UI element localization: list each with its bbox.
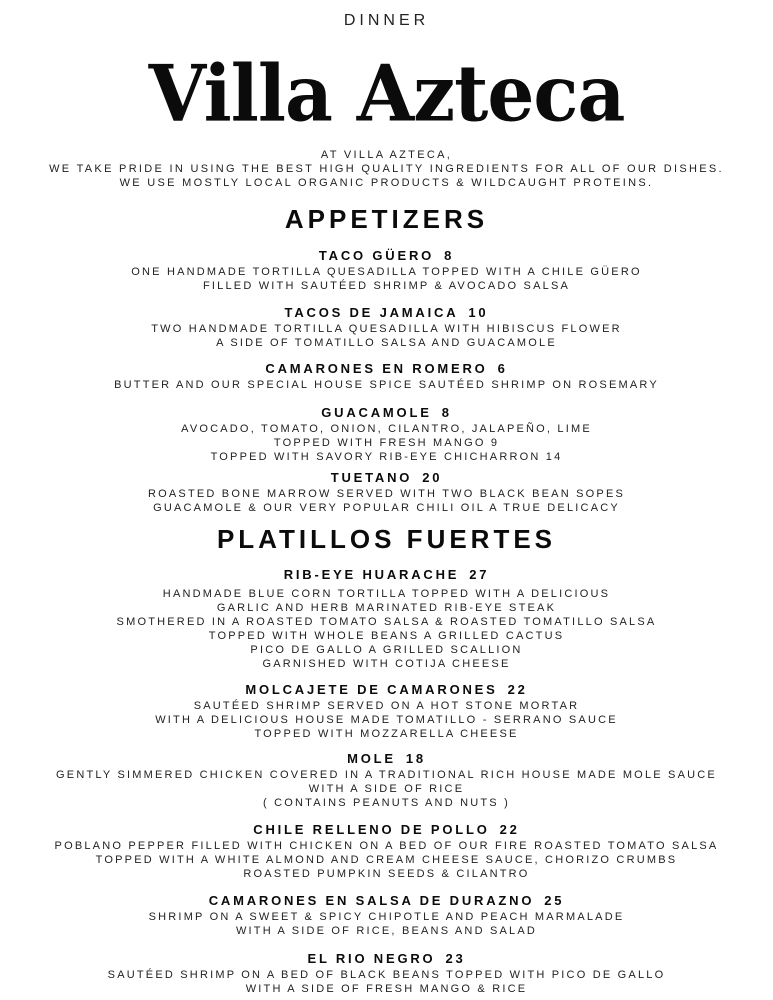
- item-name: [0, 950, 773, 968]
- menu-item: [0, 950, 773, 996]
- item-description: WITH A SIDE OF RICE, BEANS AND SALAD: [235, 925, 538, 937]
- menu-item: [0, 750, 773, 810]
- item-title: CHILE RELLENO DE POLLO: [253, 822, 490, 837]
- item-title: RIB-EYE HUARACHE: [283, 567, 460, 582]
- menu-item: [0, 404, 773, 464]
- restaurant-title: Villa Azteca: [148, 48, 625, 140]
- section-title-appetizers: APPETIZERS: [284, 204, 489, 234]
- item-description: TWO HANDMADE TORTILLA QUESADILLA WITH HIBISCUS FLOWER: [151, 323, 622, 335]
- item-description: PICO DE GALLO A GRILLED SCALLION: [250, 644, 523, 656]
- menu-item: [0, 304, 773, 350]
- item-name: [0, 469, 773, 487]
- item-description: ROASTED PUMPKIN SEEDS & CILANTRO: [243, 868, 530, 880]
- item-name: [0, 892, 773, 910]
- item-description: POBLANO PEPPER FILLED WITH CHICKEN ON A BED OF OUR FIRE ROASTED TOMATO SALSA: [54, 840, 719, 852]
- item-price: 22: [507, 682, 528, 697]
- menu-item: [0, 681, 773, 741]
- item-name: [0, 566, 773, 584]
- item-description: TOPPED WITH FRESH MANGO 9: [273, 437, 500, 449]
- item-description: TOPPED WITH A WHITE ALMOND AND CREAM CHEESE SAUCE, CHORIZO CRUMBS: [95, 854, 678, 866]
- item-name: [0, 404, 773, 422]
- item-title: CAMARONES EN ROMERO: [265, 361, 488, 376]
- item-price: 8: [444, 248, 455, 263]
- item-description: A SIDE OF TOMATILLO SALSA AND GUACAMOLE: [216, 337, 557, 349]
- item-title: TACO GÜERO: [318, 248, 435, 263]
- menu-item: [0, 469, 773, 515]
- menu-item: [0, 247, 773, 293]
- section-title-mains: PLATILLOS FUERTES: [216, 524, 557, 554]
- item-name: [0, 750, 773, 768]
- item-name: [0, 681, 773, 699]
- item-description: SAUTÉED SHRIMP ON A BED OF BLACK BEANS TOPPED WITH PICO DE GALLO: [107, 969, 666, 981]
- item-description: SAUTÉED SHRIMP SERVED ON A HOT STONE MORTAR: [193, 700, 580, 712]
- item-description: ONE HANDMADE TORTILLA QUESADILLA TOPPED WITH A CHILE GÜERO: [131, 266, 642, 278]
- item-description: BUTTER AND OUR SPECIAL HOUSE SPICE SAUTÉED SHRIMP ON ROSEMARY: [114, 379, 659, 391]
- item-title: MOLE: [347, 751, 396, 766]
- item-description: TOPPED WITH SAVORY RIB-EYE CHICHARRON 14: [210, 451, 563, 463]
- item-price: 25: [544, 893, 565, 908]
- item-description: GARLIC AND HERB MARINATED RIB-EYE STEAK: [216, 602, 557, 614]
- intro-line: AT VILLA AZTECA,: [320, 149, 453, 161]
- menu-item: [0, 566, 773, 671]
- item-description: TOPPED WITH MOZZARELLA CHEESE: [254, 728, 519, 740]
- menu-item: [0, 821, 773, 881]
- item-description: TOPPED WITH WHOLE BEANS A GRILLED CACTUS: [208, 630, 565, 642]
- intro-line: WE USE MOSTLY LOCAL ORGANIC PRODUCTS & WILDCAUGHT PROTEINS.: [119, 177, 654, 189]
- item-price: 10: [468, 305, 489, 320]
- item-title: TACOS DE JAMAICA: [284, 305, 459, 320]
- menu-item: [0, 360, 773, 392]
- intro-line: WE TAKE PRIDE IN USING THE BEST HIGH QUALITY INGREDIENTS FOR ALL OF OUR DISHES.: [49, 163, 724, 175]
- item-description: GENTLY SIMMERED CHICKEN COVERED IN A TRADITIONAL RICH HOUSE MADE MOLE SAUCE: [56, 769, 717, 781]
- item-name: [0, 304, 773, 322]
- item-description: GARNISHED WITH COTIJA CHEESE: [262, 658, 511, 670]
- item-price: 27: [469, 567, 490, 582]
- item-description: SMOTHERED IN A ROASTED TOMATO SALSA & ROASTED TOMATILLO SALSA: [116, 616, 657, 628]
- item-description: ROASTED BONE MARROW SERVED WITH TWO BLACK BEAN SOPES: [147, 488, 626, 500]
- item-title: TUETANO: [330, 470, 413, 485]
- item-price: 20: [422, 470, 443, 485]
- item-price: 8: [441, 405, 452, 420]
- item-title: CAMARONES EN SALSA DE DURAZNO: [208, 893, 535, 908]
- item-price: 23: [445, 951, 466, 966]
- item-description: SHRIMP ON A SWEET & SPICY CHIPOTLE AND PEACH MARMALADE: [148, 911, 625, 923]
- item-description: ( CONTAINS PEANUTS AND NUTS ): [263, 797, 510, 809]
- item-description: WITH A DELICIOUS HOUSE MADE TOMATILLO - SERRANO SAUCE: [155, 714, 618, 726]
- item-description: WITH A SIDE OF RICE: [308, 783, 465, 795]
- menu-kicker: DINNER: [343, 12, 430, 29]
- item-description: WITH A SIDE OF FRESH MANGO & RICE: [245, 983, 528, 995]
- item-description: HANDMADE BLUE CORN TORTILLA TOPPED WITH A DELICIOUS: [162, 588, 611, 600]
- item-title: EL RIO NEGRO: [307, 951, 436, 966]
- item-price: 22: [499, 822, 520, 837]
- menu-item: [0, 892, 773, 938]
- item-description: GUACAMOLE & OUR VERY POPULAR CHILI OIL A TRUE DELICACY: [153, 502, 620, 514]
- item-title: GUACAMOLE: [321, 405, 432, 420]
- item-name: [0, 247, 773, 265]
- item-price: 6: [497, 361, 508, 376]
- item-name: [0, 360, 773, 378]
- item-price: 18: [405, 751, 426, 766]
- item-name: [0, 821, 773, 839]
- item-description: FILLED WITH SAUTÉED SHRIMP & AVOCADO SALSA: [202, 280, 571, 292]
- intro-text: [0, 148, 773, 190]
- item-description: AVOCADO, TOMATO, ONION, CILANTRO, JALAPEÑO, LIME: [181, 423, 592, 435]
- item-title: MOLCAJETE DE CAMARONES: [245, 682, 498, 697]
